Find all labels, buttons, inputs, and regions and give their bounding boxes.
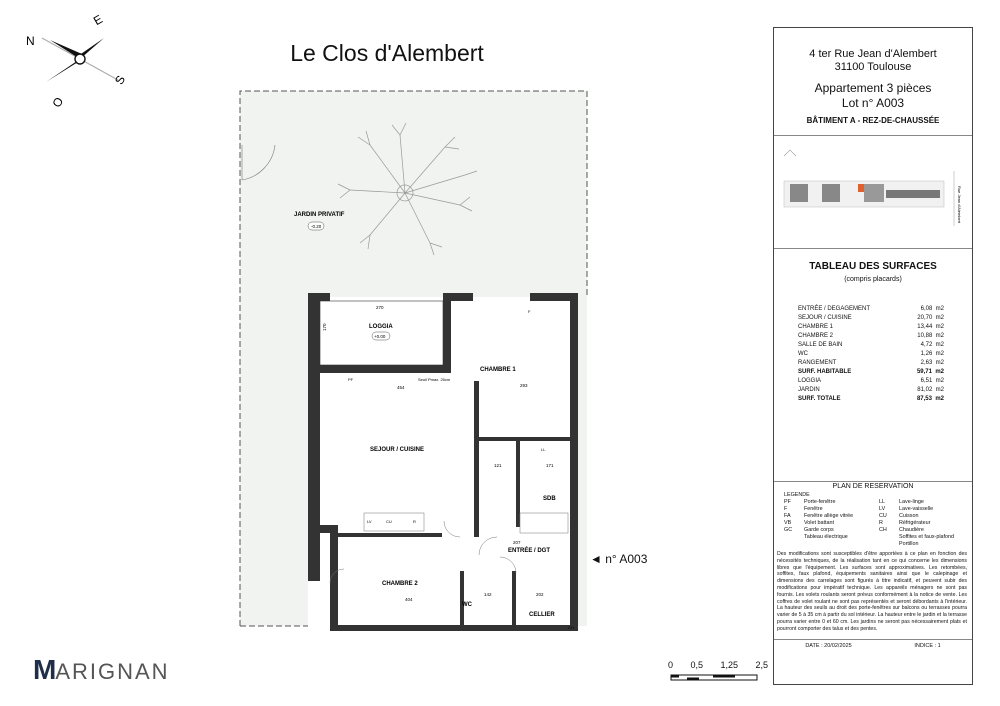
svg-text:PF: PF <box>348 377 354 382</box>
loggia-label: LOGGIA <box>369 324 393 330</box>
legend-item: FA Fenêtre allège vitrée <box>784 513 854 519</box>
surface-row <box>798 377 944 386</box>
legend-item: Portillon <box>899 541 919 547</box>
svg-text:202: 202 <box>536 592 544 597</box>
wc-label: WC <box>462 602 472 608</box>
compass-rose <box>20 10 140 110</box>
svg-text:CU: CU <box>386 519 392 524</box>
site-minimap <box>774 135 972 248</box>
surface-row <box>798 323 944 332</box>
surface-row <box>798 305 944 314</box>
scale-label: 1,25 <box>720 660 738 670</box>
building-level: BÂTIMENT A - REZ-DE-CHAUSSÉE <box>806 116 940 125</box>
surface-value: 87,53 m2 <box>916 396 944 402</box>
garden-level: -0.20 <box>311 224 322 229</box>
plan-date: DATE : 20/02/2025 <box>805 642 852 649</box>
legend-item: CH Chaudière <box>879 527 924 533</box>
svg-text:121: 121 <box>494 463 502 468</box>
svg-text:404: 404 <box>405 597 413 602</box>
svg-text:454: 454 <box>397 385 405 390</box>
loggia-level: +0.00 <box>374 334 386 339</box>
address-line1: 4 ter Rue Jean d'Alembert <box>809 48 937 60</box>
legend-item: F Fenêtre <box>784 506 823 512</box>
svg-text:207: 207 <box>513 540 521 545</box>
surface-value: 20,70 m2 <box>917 315 944 321</box>
cellier-label: CELLIER <box>529 612 555 618</box>
marignan-logo: MARIGNAN <box>33 654 170 685</box>
svg-text:142: 142 <box>484 592 492 597</box>
surfaces-subtitle: (compris placards) <box>844 276 902 283</box>
scale-label: 0 <box>668 660 674 670</box>
surface-row <box>798 395 944 404</box>
surface-value: 13,44 m2 <box>917 324 944 330</box>
surface-value: 10,88 m2 <box>917 333 944 339</box>
entree-label: ENTRÉE / DGT <box>508 548 551 554</box>
surface-value: 4,72 m2 <box>920 342 944 348</box>
legend-item: LV Lave-vaisselle <box>879 506 934 512</box>
svg-text:270: 270 <box>376 305 384 310</box>
sejour-label: SEJOUR / CUISINE <box>370 447 425 453</box>
svg-text:170: 170 <box>322 323 327 331</box>
chambre2-label: CHAMBRE 2 <box>382 581 418 587</box>
surface-label: SURF. HABITABLE <box>798 369 852 375</box>
legend-item: PF Porte-fenêtre <box>784 499 836 505</box>
surface-value: 59,71 m2 <box>916 369 944 375</box>
surface-label: SURF. TOTALE <box>798 396 841 402</box>
surface-label: SALLE DE BAIN <box>798 342 843 348</box>
surface-row <box>798 386 944 395</box>
surface-value: 2,63 m2 <box>920 360 944 366</box>
svg-text:293: 293 <box>520 383 528 388</box>
surface-row <box>798 332 944 341</box>
legend-item: CU Cuisson <box>879 513 919 519</box>
surface-label: ENTRÉE / DEGAGEMENT <box>798 306 871 312</box>
info-panel <box>773 27 973 685</box>
svg-text:R: R <box>413 519 416 524</box>
surface-label: RANGEMENT <box>798 360 837 366</box>
project-title: Le Clos d'Alembert <box>290 40 484 66</box>
legend-item: R Réfrigérateur <box>879 520 931 526</box>
surface-label: SEJOUR / CUISINE <box>798 315 852 321</box>
legend-title: LEGENDE <box>784 492 810 498</box>
surface-row <box>798 359 944 368</box>
svg-text:F: F <box>528 309 531 314</box>
surface-row <box>798 314 944 323</box>
legend-item: Soffites et faux-plafond <box>899 534 955 540</box>
surface-row <box>798 341 944 350</box>
surface-label: LOGGIA <box>798 378 822 384</box>
surface-value: 6,51 m2 <box>920 378 944 384</box>
compass-o-label: O <box>49 94 67 110</box>
minimap-street: Rue Jean d'Alembert <box>957 186 962 224</box>
legend-item: VB Volet battant <box>784 520 834 526</box>
chambre1-label: CHAMBRE 1 <box>480 367 516 373</box>
scale-bar <box>668 660 768 688</box>
legend-item: GC Garde corps <box>784 527 834 533</box>
legend-item: Tableau électrique <box>804 534 848 540</box>
svg-text:LL: LL <box>541 447 546 452</box>
surface-row <box>798 350 944 359</box>
legend-item: LL Lave-linge <box>879 499 924 505</box>
apartment-type: Appartement 3 pièces <box>814 81 932 95</box>
legend <box>784 499 972 548</box>
scale-label: 2,5 <box>755 660 768 670</box>
surface-row <box>798 368 944 377</box>
scale-label: 0,5 <box>690 660 703 670</box>
floor-plan <box>230 85 610 645</box>
compass-e-label: E <box>91 11 105 29</box>
disclaimer: Des modifications sont susceptibles d'être apportées à ce plan en fonction des nécessités techniques, de la réalisation tant en ce qui concerne les dimensions libres que l'équipement. Les surfaces sont approximatives. Les retombées, soffites, faux plafond, équipements sanitaires ainsi que le calepinage et dimensions des carrelages sont figurés à titre indicatif, et peuvent subir des modifications pour impératif technique. Les appareils ménagers ne sont pas fournis. Les volets roulants seront prévus conformément à la notice de vente. Les coffres de volet roulant ne sont pas représentés et seront débordants à l'intérieur. La hauteur des seuils au droit des porte-fenêtres sur balcons ou terrasses pourra varier de 5 à 35 cm à partir du sol intérieur. La hauteur entre le jardin et la terrasse pourra varier entre 0 et 60 cm. Les jardins ne seront pas nécessairement plats et pourront comporter des talus et des pentes. <box>777 551 967 632</box>
surface-value: 81,02 m2 <box>917 387 944 393</box>
surface-label: CHAMBRE 1 <box>798 324 834 330</box>
svg-text:Seuil Pmax. 25cm: Seuil Pmax. 25cm <box>418 377 451 382</box>
surfaces-table <box>798 305 944 404</box>
surfaces-title: TABLEAU DES SURFACES <box>809 261 937 272</box>
surface-value: 6,08 m2 <box>920 306 944 312</box>
surface-label: JARDIN <box>798 387 820 393</box>
surface-label: WC <box>798 351 808 357</box>
svg-text:CH: CH <box>568 625 574 630</box>
surface-value: 1,26 m2 <box>920 351 944 357</box>
garden-label: JARDIN PRIVATIF <box>294 212 345 218</box>
svg-text:171: 171 <box>546 463 554 468</box>
compass-s-label: S <box>111 73 129 87</box>
surface-label: CHAMBRE 2 <box>798 333 834 339</box>
compass-n-label: N <box>26 34 35 48</box>
svg-text:LV: LV <box>367 519 372 524</box>
lot-number: Lot n° A003 <box>841 96 905 110</box>
reservation-title: PLAN DE RESERVATION <box>832 483 914 490</box>
sdb-label: SDB <box>543 496 556 502</box>
lot-marker: ◄ n° A003 <box>590 552 648 566</box>
address-line2: 31100 Toulouse <box>834 61 912 73</box>
plan-index: INDICE : 1 <box>914 642 941 649</box>
